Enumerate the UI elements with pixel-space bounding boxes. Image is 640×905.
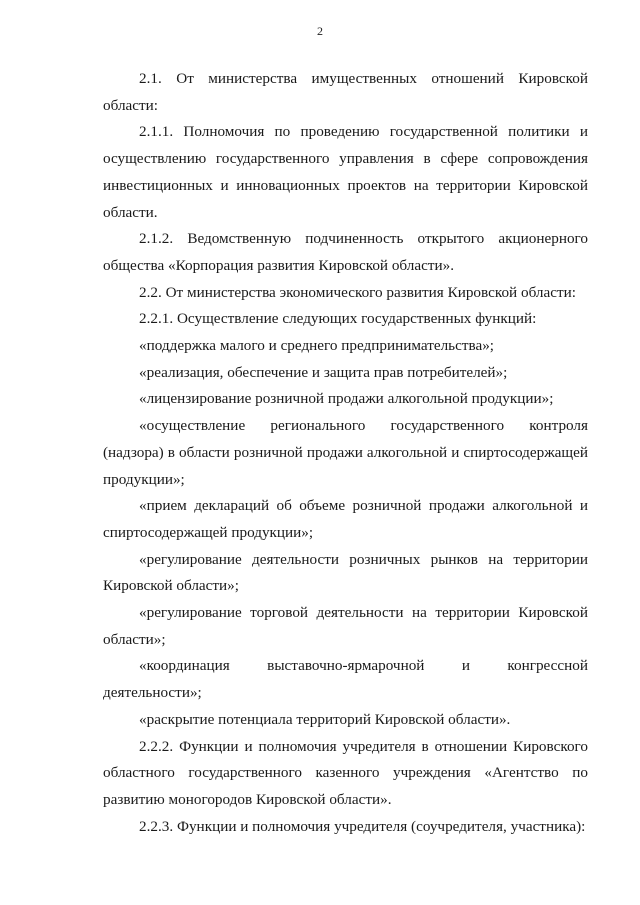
document-body bbox=[103, 66, 588, 840]
paragraph-2-1-1: 2.1.1. Полномочия по проведению государственной политики и осуществлению государственного управления в сфере сопровождения инвестиционных и инновационных проектов на территории Кировской области. bbox=[103, 123, 588, 221]
function-item: «прием деклараций об объеме розничной продажи алкогольной и спиртосодержащей продукции»; bbox=[103, 497, 588, 541]
function-item: «осуществление регионального государственного контроля (надзора) в области розничной продажи алкогольной и спиртосодержащей продукции»; bbox=[103, 417, 588, 488]
function-item: «регулирование деятельности розничных рынков на территории Кировской области»; bbox=[103, 550, 588, 595]
page-number: 2 bbox=[317, 24, 323, 38]
function-item: «лицензирование розничной продажи алкогольной продукции»; bbox=[139, 390, 554, 408]
paragraph-2-2-3: 2.2.3. Функции и полномочия учредителя (соучредителя, участника): bbox=[139, 817, 586, 835]
paragraph-2-2-1: 2.2.1. Осуществление следующих государственных функций: bbox=[139, 310, 537, 328]
paragraph-2-2: 2.2. От министерства экономического развития Кировской области: bbox=[139, 283, 576, 301]
function-item: «регулирование торговой деятельности на территории Кировской области»; bbox=[103, 604, 588, 648]
paragraph-2-2-2: 2.2.2. Функции и полномочия учредителя в отношении Кировского областного государственного казенного учреждения «Агентство по развитию моногородов Кировской области». bbox=[103, 737, 588, 808]
paragraph-2-1: 2.1. От министерства имущественных отношений Кировской области: bbox=[103, 70, 588, 114]
function-item: «поддержка малого и среднего предпринимательства»; bbox=[139, 337, 495, 355]
function-item: «реализация, обеспечение и защита прав потребителей»; bbox=[139, 363, 508, 381]
function-item: «координация выставочно-ярмарочной и конгрессной деятельности»; bbox=[103, 657, 588, 702]
function-item: «раскрытие потенциала территорий Кировской области». bbox=[139, 710, 511, 728]
paragraph-2-1-2: 2.1.2. Ведомственную подчиненность открытого акционерного общества «Корпорация развития Кировской области». bbox=[103, 230, 588, 274]
